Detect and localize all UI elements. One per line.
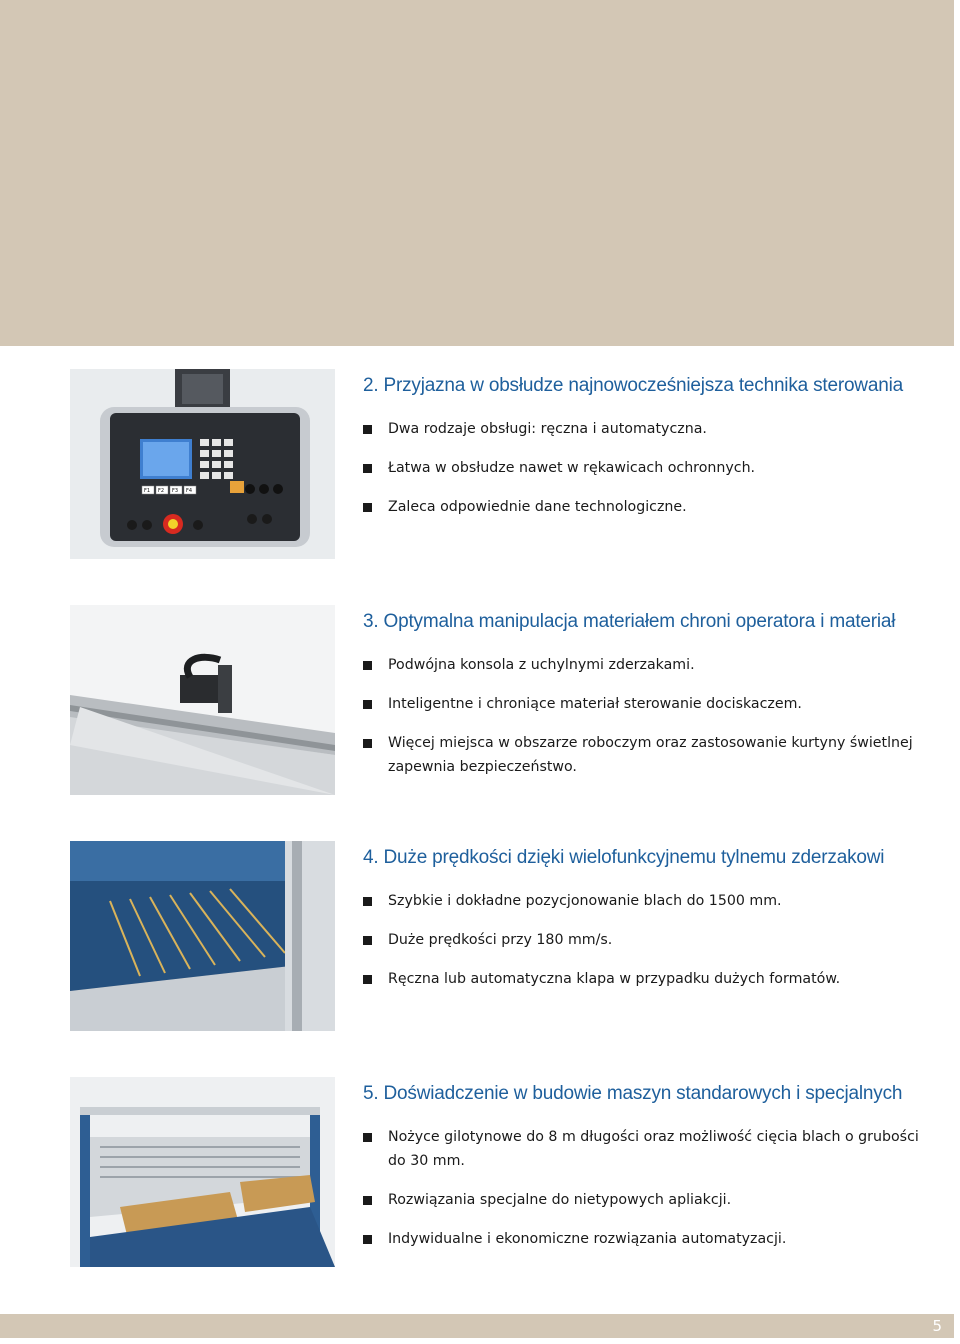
list-item: Dwa rodzaje obsługi: ręczna i automatyczna. xyxy=(363,417,923,441)
list-item: Szybkie i dokładne pozycjonowanie blach do 1500 mm. xyxy=(363,889,923,913)
f4-label: F4 xyxy=(186,488,193,494)
bullet-list xyxy=(363,653,923,779)
support-arm-photo xyxy=(70,605,335,795)
list-item: Indywidualne i ekonomiczne rozwiązania automatyzacji. xyxy=(363,1227,923,1251)
list-item: Łatwa w obsłudze nawet w rękawicach ochronnych. xyxy=(363,456,923,480)
list-item: Zaleca odpowiednie dane technologiczne. xyxy=(363,495,923,519)
stacking-system-photo xyxy=(70,1077,335,1267)
section-back-gauge xyxy=(363,845,923,1006)
list-item: Rozwiązania specjalne do nietypowych apliakcji. xyxy=(363,1188,923,1212)
list-item: Podwójna konsola z uchylnymi zderzakami. xyxy=(363,653,923,677)
list-item: Duże prędkości przy 180 mm/s. xyxy=(363,928,923,952)
bullet-list xyxy=(363,1125,923,1251)
f2-label: F2 xyxy=(158,488,165,494)
section-standard-special-machines xyxy=(363,1081,923,1266)
section-title: 4. Duże prędkości dzięki wielofunkcyjnemu tylnemu zderzakowi xyxy=(363,847,885,868)
list-item: Nożyce gilotynowe do 8 m długości oraz możliwość cięcia blach o grubości do 30 mm. xyxy=(363,1125,923,1173)
header-band xyxy=(0,0,954,346)
bullet-list xyxy=(363,889,923,991)
section-title: 5. Doświadczenie w budowie maszyn standarowych i specjalnych xyxy=(363,1083,903,1104)
list-item: Ręczna lub automatyczna klapa w przypadku dużych formatów. xyxy=(363,967,923,991)
section-title: 2. Przyjazna w obsłudze najnowocześniejsza technika sterowania xyxy=(363,375,903,396)
section-material-handling xyxy=(363,609,923,794)
control-panel-photo xyxy=(70,369,335,559)
bullet-list xyxy=(363,417,923,519)
f3-label: F3 xyxy=(172,488,179,494)
section-title: 3. Optymalna manipulacja materiałem chroni operatora i materiał xyxy=(363,611,896,632)
section-control-technology xyxy=(363,373,923,534)
footer-band xyxy=(0,1314,954,1338)
list-item: Więcej miejsca w obszarze roboczym oraz zastosowanie kurtyny świetlnej zapewnia bezpieczeństwo. xyxy=(363,731,923,779)
f1-label: F1 xyxy=(144,488,151,494)
back-gauge-photo xyxy=(70,841,335,1031)
page-number: 5 xyxy=(932,1317,942,1335)
list-item: Inteligentne i chroniące materiał sterowanie dociskaczem. xyxy=(363,692,923,716)
